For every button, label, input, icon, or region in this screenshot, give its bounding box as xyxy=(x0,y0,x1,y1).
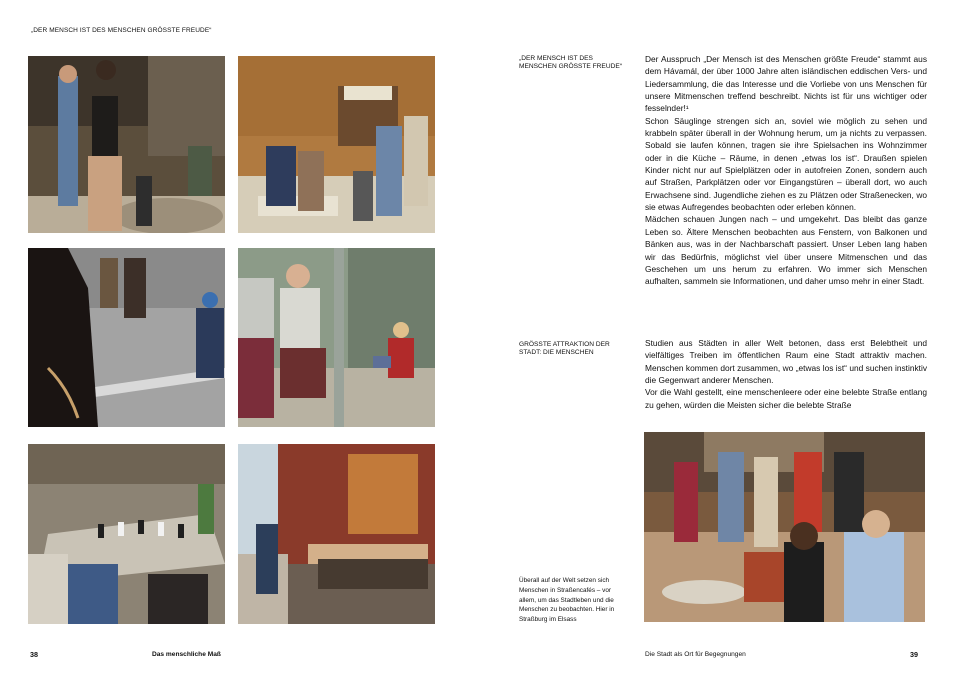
running-head: „DER MENSCH IST DES MENSCHEN GRÖSSTE FREUDE“ xyxy=(31,27,212,34)
photo-strasbourg-cafe xyxy=(644,432,925,622)
paragraph: Studien aus Städten in aller Welt betonen, dass erst Belebtheit und vielfältiges Treiben im öffentlichen Raum eine Stadt attraktiv machen. Menschen kommen dort zusammen, wo „etwas los ist“ und suchen instinktiv die Gegenwart anderer Menschen. xyxy=(645,338,927,386)
photo-giant-chess xyxy=(28,444,225,624)
footer-title-right: Die Stadt als Ort für Begegnungen xyxy=(645,651,746,658)
page-number-right: 39 xyxy=(910,650,918,659)
photo-schoolgirls-child xyxy=(238,248,435,427)
margin-heading-1: „DER MENSCH IST DES MENSCHEN GRÖSSTE FREUDE“ xyxy=(519,55,622,70)
margin-heading-2: GRÖSSTE ATTRAKTION DER STADT: DIE MENSCHEN xyxy=(519,341,610,356)
photo-caption: Überall auf der Welt setzen sich Menschen in Straßencafés – vor allem, um das Stadtleben und die Menschen zu beobachten. Hier in Straßburg im Elsass xyxy=(519,577,615,624)
photo-street-arcade xyxy=(238,444,435,624)
paragraph: Mädchen schauen Jungen nach – und umgekehrt. Das bleibt das ganze Leben so. Ältere Menschen beobachten aus Fenstern, von Balkonen und Bänken aus, was in der Nachbarschaft passiert. Unser Leben lang haben wir das Bedürfnis, möglichst viel über unsere Mitmenschen und das Geschehen um uns herum zu erfahren. Wo immer sich Menschen aufhalten, sammeln sie Informationen, und daher umso mehr in einer Stadt. xyxy=(645,214,927,287)
paragraph: Der Ausspruch „Der Mensch ist des Menschen größte Freude“ stammt aus dem Hávamál, der über 1000 Jahre alten isländischen eddischen Vers- und Liedersammlung, die das Interesse und die Vorliebe von uns Menschen für unsere Mitmenschen treffend beschreibt. Nichts ist für uns wichtiger oder fesselnder!¹ xyxy=(645,54,927,114)
footer-title-left: Das menschliche Maß xyxy=(152,651,221,658)
page-number-left: 38 xyxy=(30,650,38,659)
body-section-1 xyxy=(645,53,927,288)
photo-fountain-plaza xyxy=(28,56,225,233)
photo-street-bench xyxy=(238,56,435,233)
paragraph: Vor die Wahl gestellt, eine menschenleere oder eine belebte Straße entlang zu gehen, würden die Meisten sicher die belebte Straße xyxy=(645,387,927,410)
paragraph: Schon Säuglinge strengen sich an, soviel wie möglich zu sehen und krabbeln später überall in der Wohnung herum, um ja nichts zu verpassen. Sobald sie laufen können, tragen sie ihre Spielsachen ins Wohnzimmer oder in die Küche – Räume, in denen „etwas los ist“. Draußen spielen Kinder nicht nur auf Spielplätzen oder in autofreien Zonen, sondern auch auf Straßen, Parkplätzen oder vor Eingangstüren – überall dort, wo auch Erwachsene sind. Jugendliche ziehen es zu Plätzen oder Straßenecken, wo sie etwas Aufregendes beobachten oder erleben können. xyxy=(645,115,927,213)
photo-pigeons-square xyxy=(28,248,225,427)
body-section-2 xyxy=(645,337,927,411)
